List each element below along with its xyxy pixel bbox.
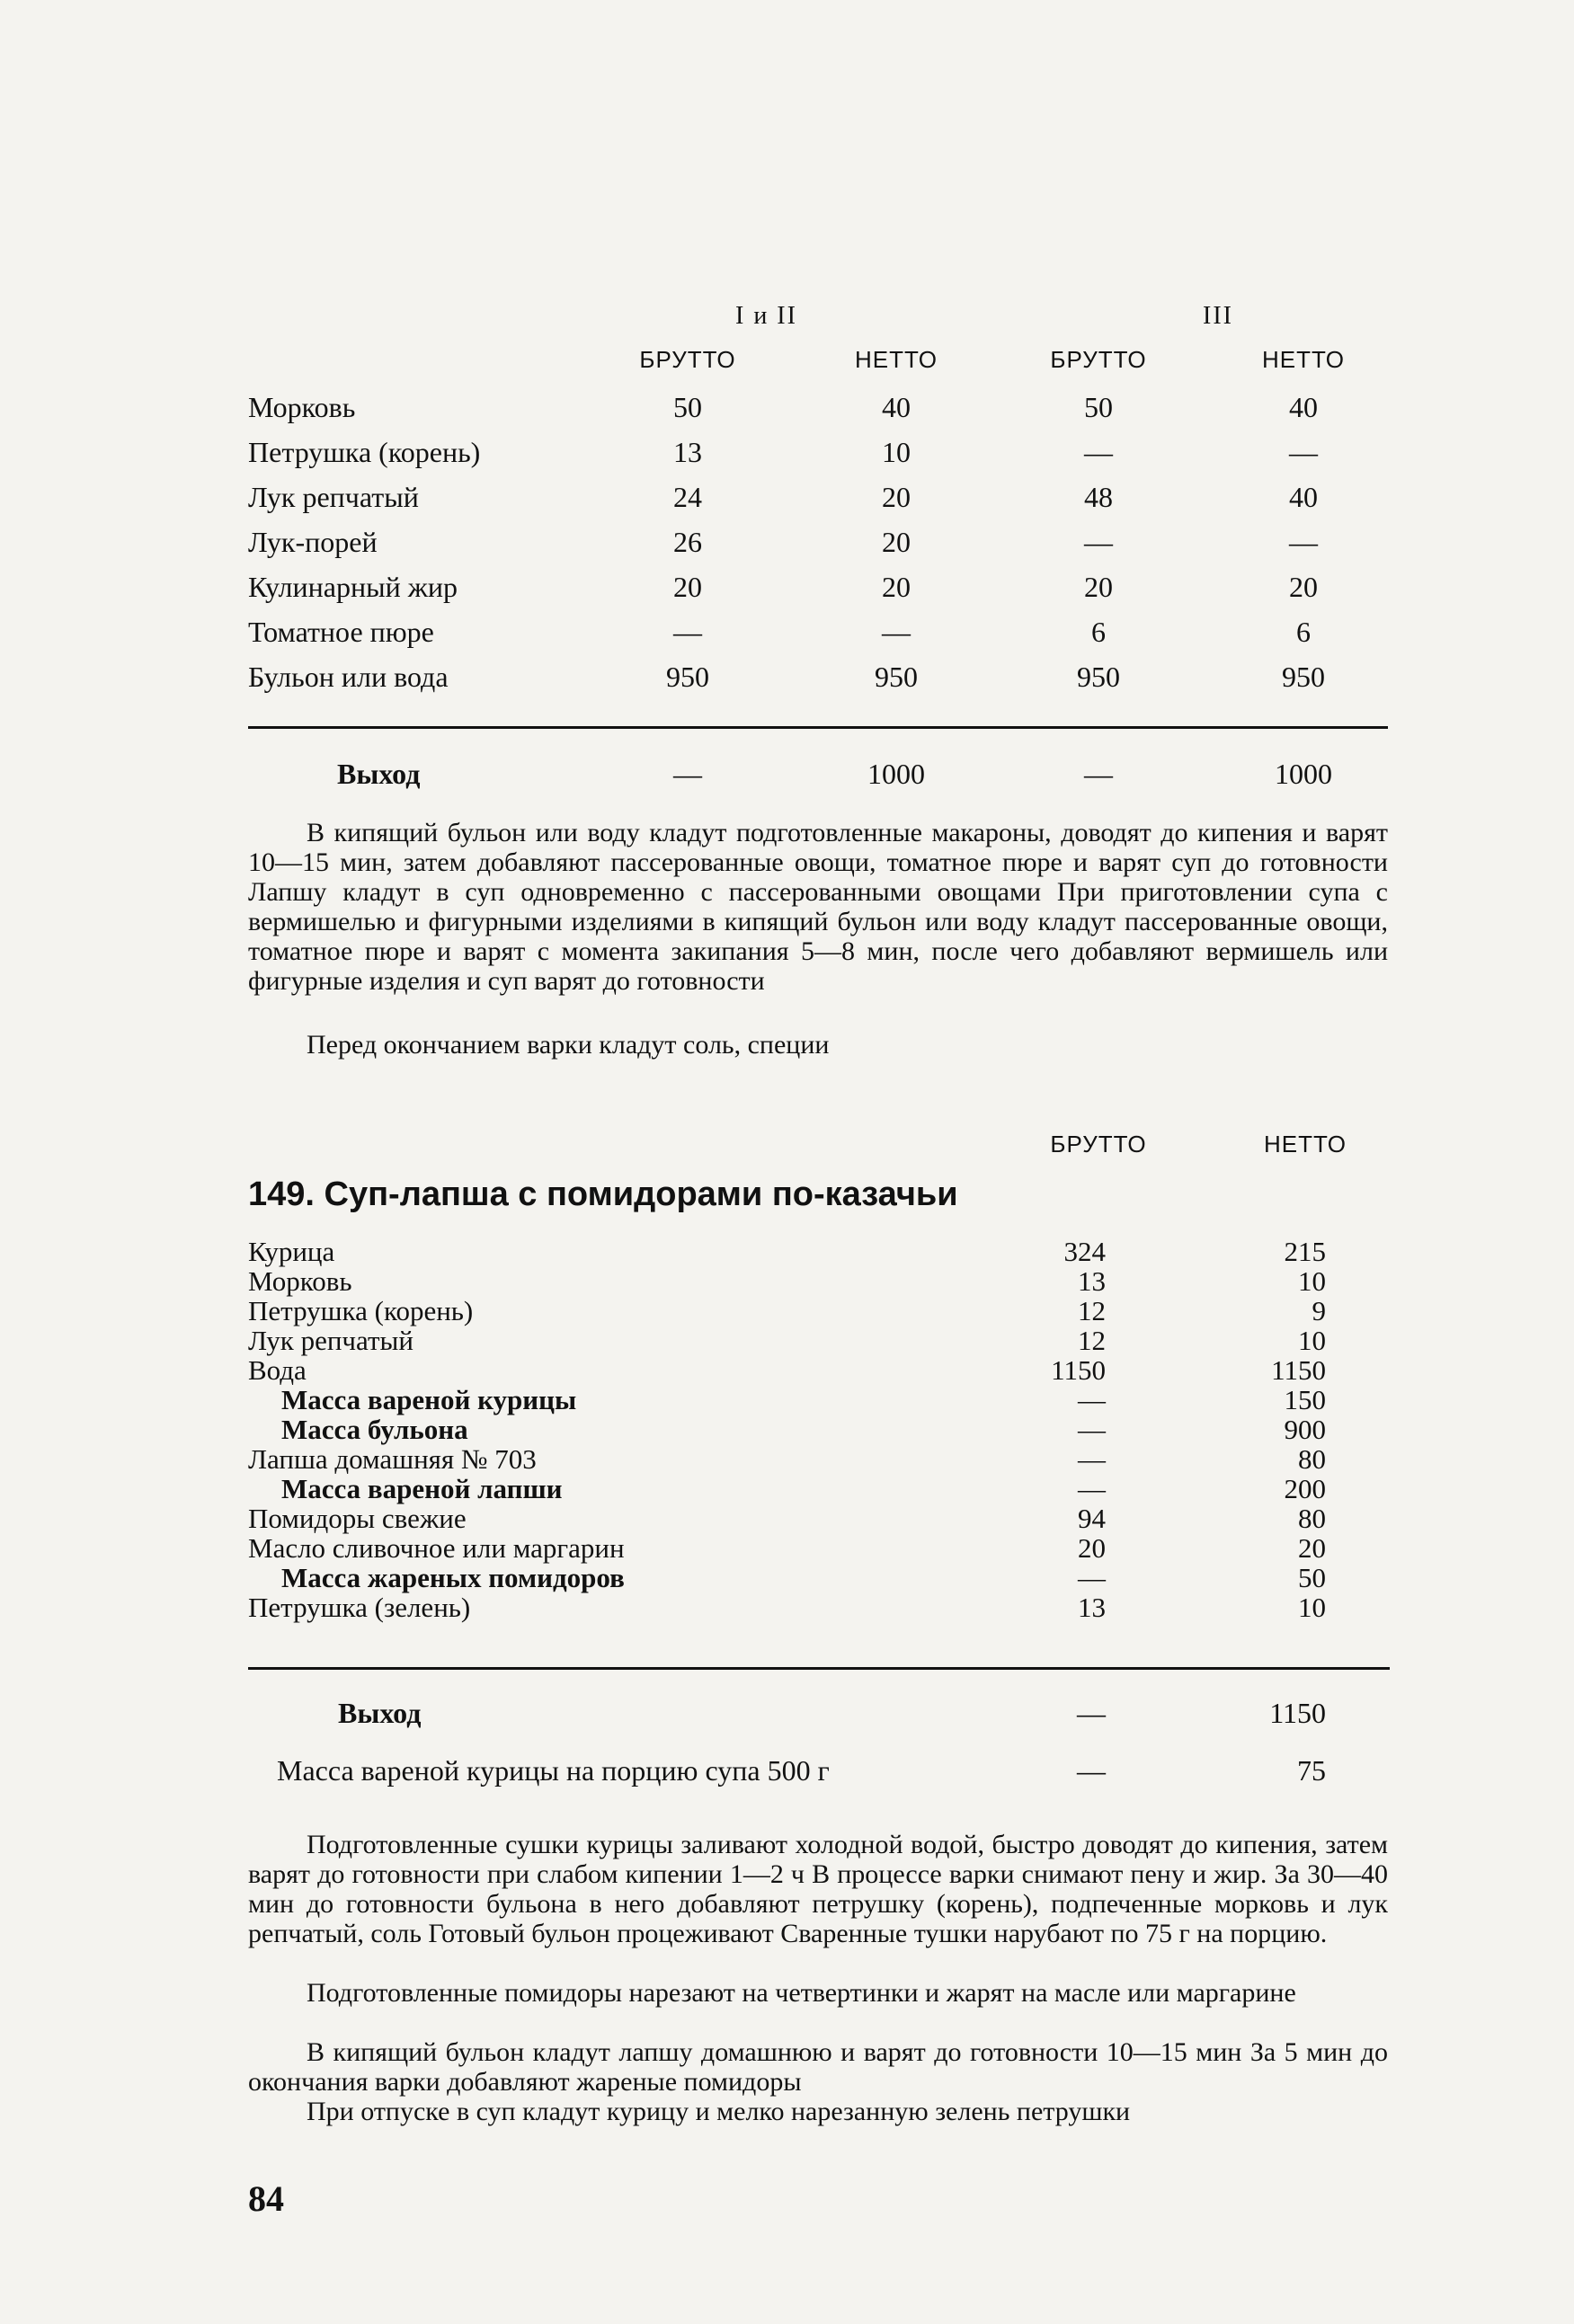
col-header-brutto-1: БРУТТО [639,346,736,373]
table-divider [248,726,1388,729]
value-cell: 13 [1078,1592,1106,1623]
col-header-netto-2: НЕТТО [1262,346,1345,373]
ingredient-name: Лук-порей [248,526,378,558]
group-header-1-2: I и II [735,302,797,330]
ingredient-name: Кулинарный жир [248,571,458,603]
value-cell: 13 [673,436,702,468]
value-cell: — [1077,1754,1106,1787]
ingredient-name: Вода [248,1354,307,1386]
output-label: Выход [337,758,421,790]
value-cell: — [1084,526,1113,558]
value-cell: 950 [1077,661,1120,693]
output-label: Выход [338,1697,422,1729]
value-cell: 26 [673,526,702,558]
value-cell: 950 [1282,661,1325,693]
col-header-brutto-2: БРУТТО [1050,346,1147,373]
group-header-3: III [1203,302,1233,330]
instructions-paragraph: Перед окончанием варки кладут соль, специи [307,1030,830,1060]
value-cell: — [1289,526,1318,558]
page-number: 84 [248,2178,284,2219]
value-cell: 20 [1084,571,1113,603]
value-cell: 900 [1284,1414,1326,1445]
portion-label: Масса вареной курицы на порцию супа 500 г [277,1754,830,1787]
value-cell: 950 [666,661,709,693]
value-cell: — [1289,436,1318,468]
value-cell: 40 [1289,481,1318,513]
table-divider [248,1667,1390,1670]
ingredient-name: Лук репчатый [248,1325,414,1356]
value-cell: 200 [1284,1473,1326,1504]
value-cell: 1000 [867,758,925,790]
recipe-title: 149. Суп-лапша с помидорами по-казачьи [248,1175,958,1213]
value-cell: 20 [882,571,911,603]
ingredient-name: Курица [248,1236,335,1267]
value-cell: 950 [875,661,918,693]
value-cell: 24 [673,481,702,513]
value-cell: 20 [882,481,911,513]
value-cell: 20 [1298,1532,1326,1564]
value-cell: — [1084,758,1113,790]
ingredient-name: Томатное пюре [248,616,434,648]
value-cell: 50 [1298,1562,1326,1593]
value-cell: 75 [1297,1754,1326,1787]
value-cell: 1000 [1275,758,1332,790]
value-cell: 6 [1091,616,1106,648]
ingredient-name: Масса вареной курицы [281,1384,577,1415]
value-cell: 10 [1298,1592,1326,1623]
col-header-netto: НЕТТО [1264,1131,1347,1158]
value-cell: — [1084,436,1113,468]
value-cell: 215 [1284,1236,1326,1267]
ingredient-name: Масса жареных помидоров [281,1562,625,1593]
value-cell: 80 [1298,1503,1326,1534]
value-cell: 48 [1084,481,1113,513]
instructions-paragraph: В кипящий бульон или воду кладут подготовленные макароны, доводят до кипения и варят 10—15 мин, затем добавляют пассерованные овощи, томатное пюре и варят суп до готовности Лапшу кладут в суп одновременно с пассерованными овощами При приготовлении супа с вермишелью и фигурными изделиями в кипящий бульон или воду кладут пассерованные овощи, томатное пюре и варят с момента закипания 5—8 мин, после чего добавляют вермишель или фигурные изделия и суп варят до готовности [248,818,1388,996]
value-cell: 13 [1078,1265,1106,1297]
ingredient-name: Лапша домашняя № 703 [248,1443,537,1475]
value-cell: — [1077,1697,1106,1729]
value-cell: 150 [1284,1384,1326,1415]
value-cell: 20 [1289,571,1318,603]
instructions-paragraph: Подготовленные сушки курицы заливают холодной водой, быстро доводят до кипения, затем варят до готовности при слабом кипении 1—2 ч В процессе варки снимают пену и жир. За 30—40 мин до готовности бульона в него добавляют петрушку (корень), подпеченные морковь и лук репчатый, соль Готовый бульон процеживают Сваренные тушки нарубают по 75 г на порцию. [248,1830,1388,1948]
value-cell: — [1078,1384,1106,1415]
col-header-netto-1: НЕТТО [855,346,938,373]
ingredient-name: Лук репчатый [248,481,419,513]
ingredient-name: Бульон или вода [248,661,449,693]
ingredient-name: Масса бульона [281,1414,468,1445]
ingredient-name: Петрушка (зелень) [248,1592,471,1623]
instructions-paragraph: В кипящий бульон кладут лапшу домашнюю и варят до готовности 10—15 мин За 5 мин до окончания варки добавляют жареные помидоры [248,2037,1388,2097]
value-cell: 9 [1312,1295,1326,1326]
value-cell: 1150 [1051,1354,1106,1386]
value-cell: 50 [1084,391,1113,423]
ingredient-name: Петрушка (корень) [248,436,481,468]
instructions-paragraph: Подготовленные помидоры нарезают на четвертинки и жарят на масле или маргарине [307,1978,1296,2008]
value-cell: 12 [1078,1295,1106,1326]
value-cell: 12 [1078,1325,1106,1356]
ingredient-name: Помидоры свежие [248,1503,467,1534]
value-cell: — [673,758,702,790]
instructions-paragraph: При отпуске в суп кладут курицу и мелко нарезанную зелень петрушки [307,2097,1131,2126]
value-cell: — [673,616,702,648]
col-header-brutto: БРУТТО [1050,1131,1147,1158]
ingredient-name: Масса вареной лапши [281,1473,563,1504]
value-cell: 20 [673,571,702,603]
value-cell: 324 [1063,1236,1106,1267]
value-cell: 40 [882,391,911,423]
ingredient-name: Морковь [248,1265,352,1297]
value-cell: 50 [673,391,702,423]
ingredient-name: Морковь [248,391,356,423]
value-cell: — [1078,1414,1106,1445]
ingredient-name: Масло сливочное или маргарин [248,1532,625,1564]
value-cell: 20 [1078,1532,1106,1564]
value-cell: — [1078,1562,1106,1593]
value-cell: 1150 [1271,1354,1326,1386]
value-cell: 40 [1289,391,1318,423]
value-cell: — [1078,1443,1106,1475]
value-cell: 6 [1296,616,1311,648]
value-cell: — [882,616,911,648]
value-cell: 10 [1298,1265,1326,1297]
value-cell: 94 [1078,1503,1106,1534]
value-cell: — [1078,1473,1106,1504]
value-cell: 20 [882,526,911,558]
ingredient-name: Петрушка (корень) [248,1295,474,1326]
value-cell: 10 [1298,1325,1326,1356]
value-cell: 80 [1298,1443,1326,1475]
value-cell: 10 [882,436,911,468]
value-cell: 1150 [1269,1697,1326,1729]
